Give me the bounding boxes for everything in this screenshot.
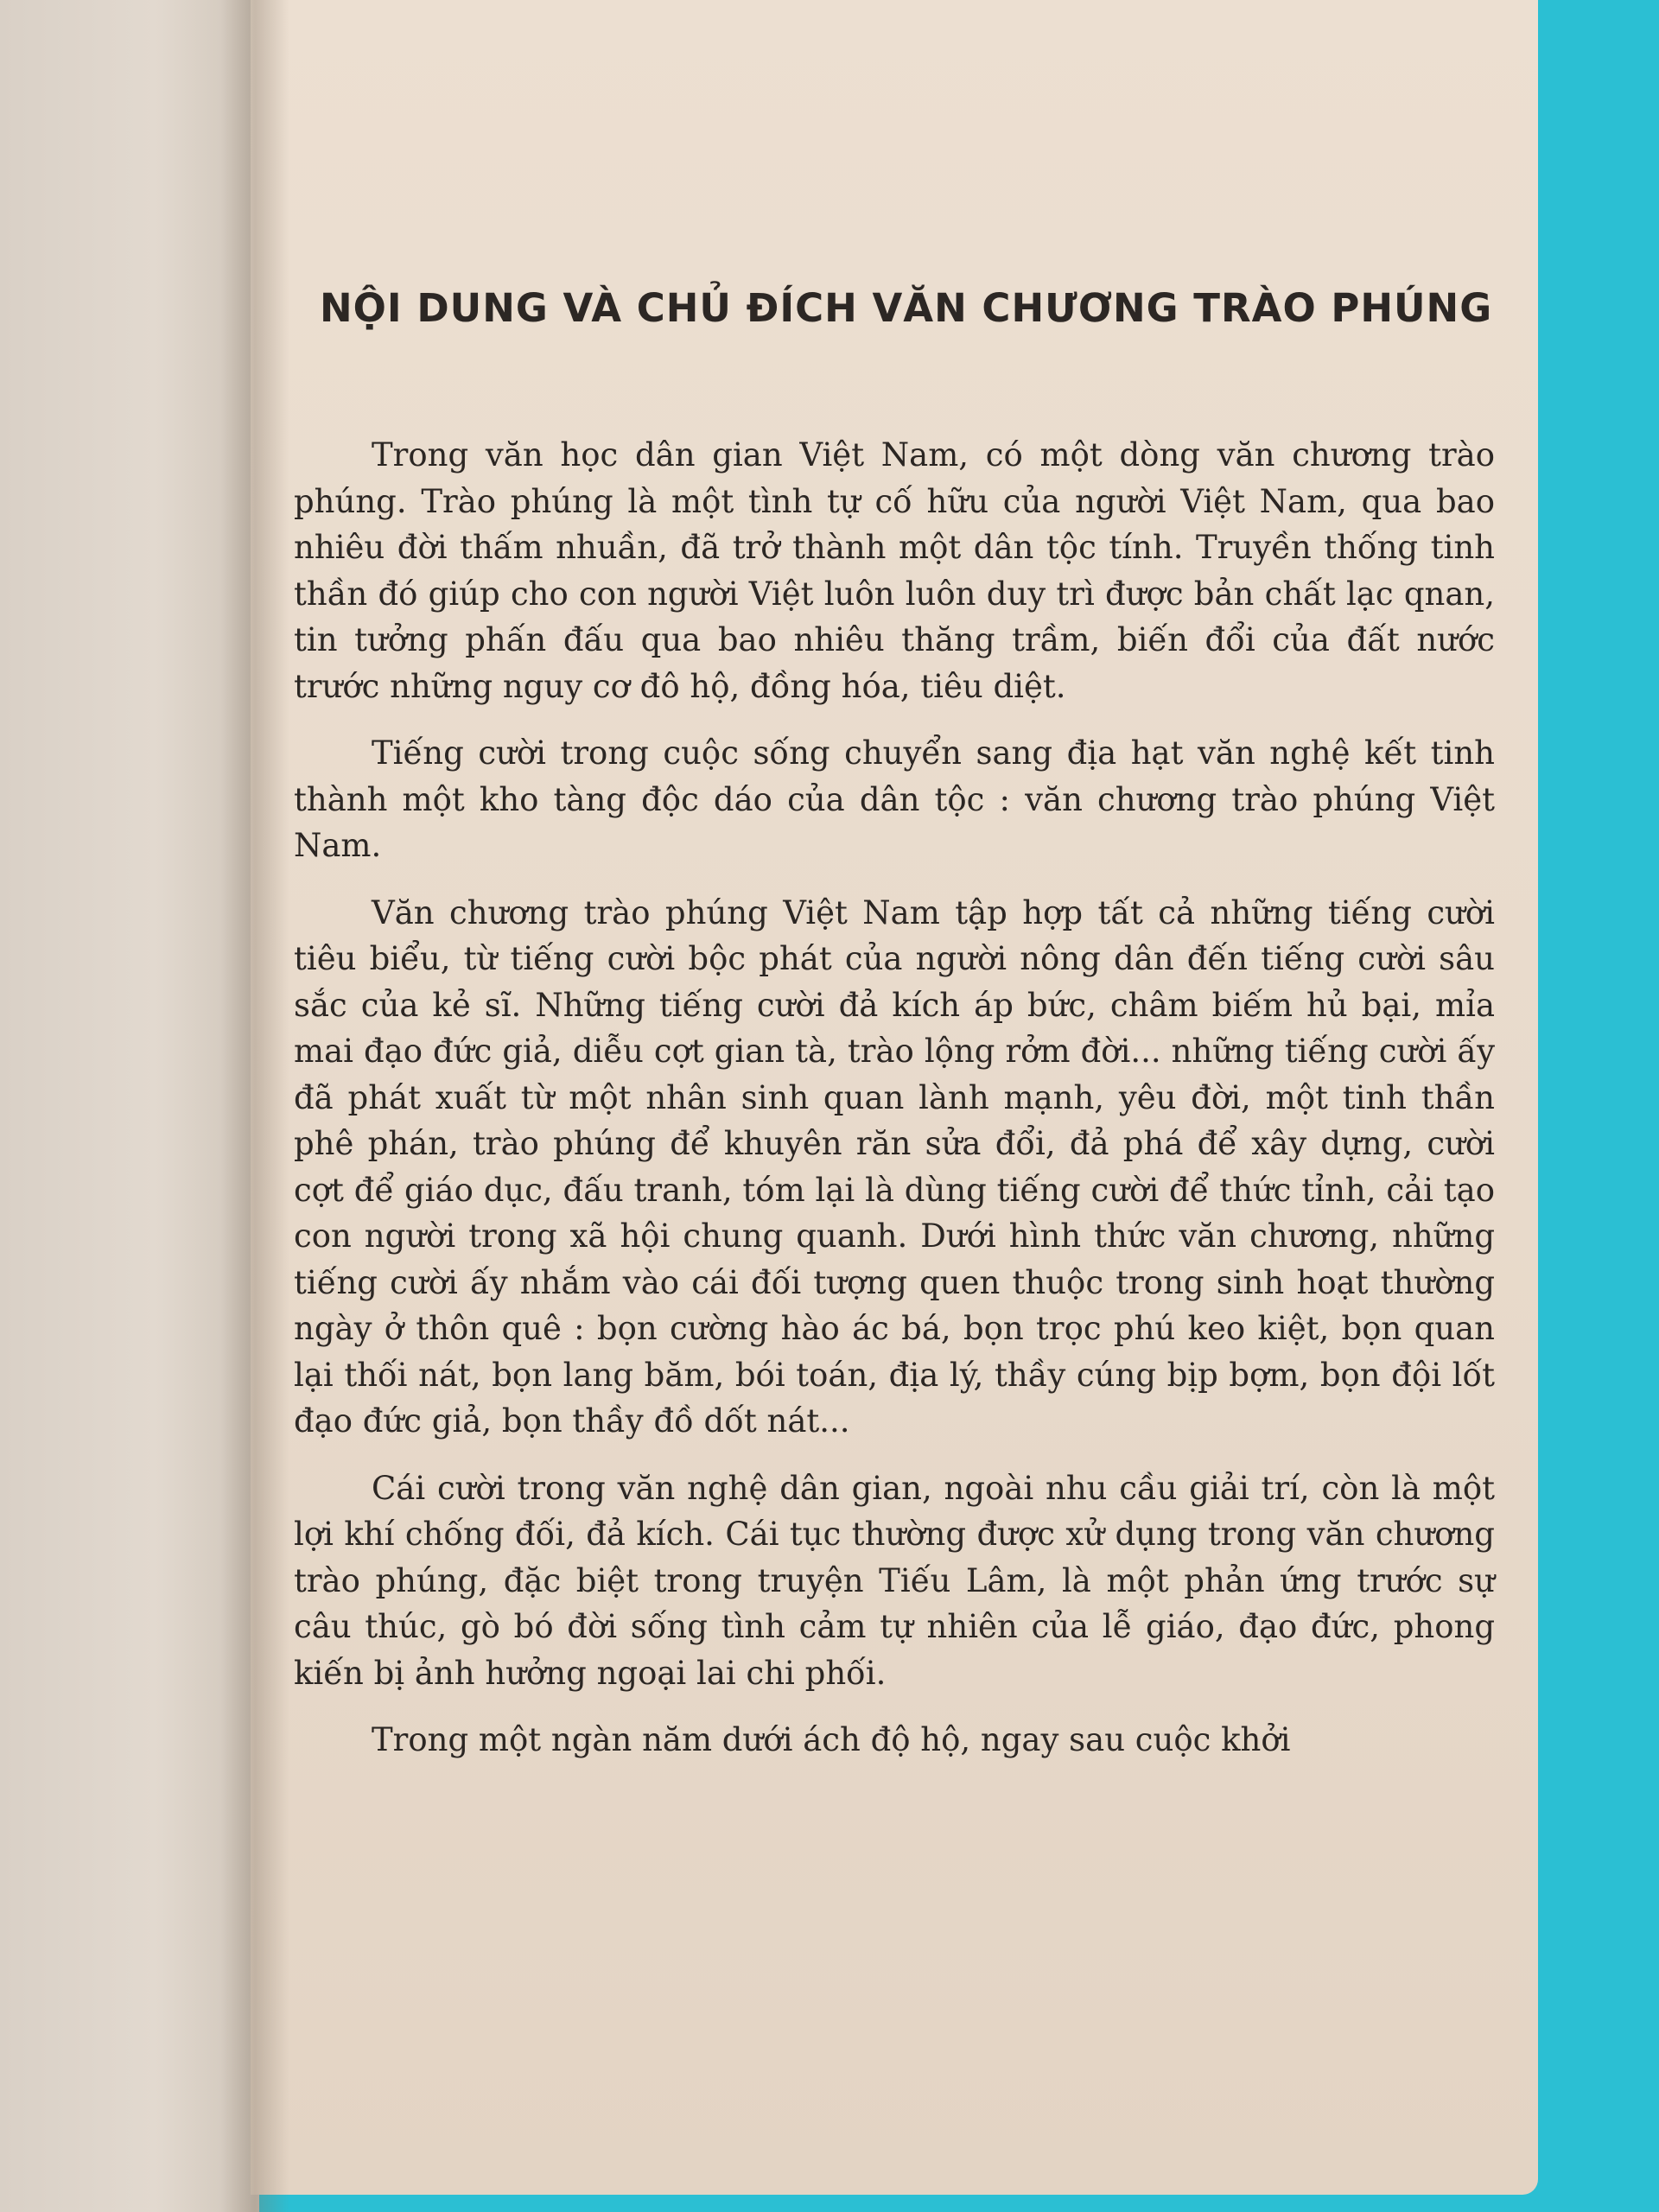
paragraph-4: Cái cười trong văn nghệ dân gian, ngoài nhu cầu giải trí, còn là một lợi khí chống đối, đả kích. Cái tục thường được xử dụng trong văn chương trào phúng, đặc biệt trong truyện Tiếu Lâm, là một phản ứng trước sự câu thúc, gò bó đời sống tình cảm tự nhiên của lễ giáo, đạo đức, phong kiến bị ảnh hưởng ngoại lai chi phối. bbox=[294, 1469, 1495, 1692]
body-text bbox=[294, 432, 1495, 1784]
page-title: NỘI DUNG VÀ CHỦ ĐÍCH VĂN CHƯƠNG TRÀO PHÚNG bbox=[320, 285, 1493, 331]
paragraph-5: Trong một ngàn năm dưới ách độ hộ, ngay sau cuộc khởi bbox=[372, 1721, 1291, 1758]
book-spine bbox=[220, 0, 289, 2212]
paragraph-3: Văn chương trào phúng Việt Nam tập hợp tất cả những tiếng cười tiêu biểu, từ tiếng cười bộc phát của người nông dân đến tiếng cười sâu sắc của kẻ sĩ. Những tiếng cười đả kích áp bức, châm biếm hủ bại, mỉa mai đạo đức giả, diễu cợt gian tà, trào lộng rởm đời... những tiếng cười ấy đã phát xuất từ một nhân sinh quan lành mạnh, yêu đời, một tinh thần phê phán, trào phúng để khuyên răn sửa đổi, đả phá để xây dựng, cười cợt để giáo dục, đấu tranh, tóm lại là dùng tiếng cười để thức tỉnh, cải tạo con người trong xã hội chung quanh. Dưới hình thức văn chương, những tiếng cười ấy nhắm vào cái đối tượng quen thuộc trong sinh hoạt thường ngày ở thôn quê : bọn cường hào ác bá, bọn trọc phú keo kiệt, bọn quan lại thối nát, bọn lang băm, bói toán, địa lý, thầy cúng bịp bợm, bọn đội lốt đạo đức giả, bọn thầy đồ dốt nát... bbox=[294, 893, 1495, 1440]
paragraph-1: Trong văn học dân gian Việt Nam, có một dòng văn chương trào phúng. Trào phúng là một tình tự cố hữu của người Việt Nam, qua bao nhiêu đời thấm nhuần, đã trở thành một dân tộc tính. Truyền thống tinh thần đó giúp cho con người Việt luôn luôn duy trì được bản chất lạc qnan, tin tưởng phấn đấu qua bao nhiêu thăng trầm, biến đổi của đất nước trước những nguy cơ đô hộ, đồng hóa, tiêu diệt. bbox=[294, 436, 1495, 705]
paragraph-2: Tiếng cười trong cuộc sống chuyển sang địa hạt văn nghệ kết tinh thành một kho tàng độc dáo của dân tộc : văn chương trào phúng Việt Nam. bbox=[294, 734, 1495, 864]
